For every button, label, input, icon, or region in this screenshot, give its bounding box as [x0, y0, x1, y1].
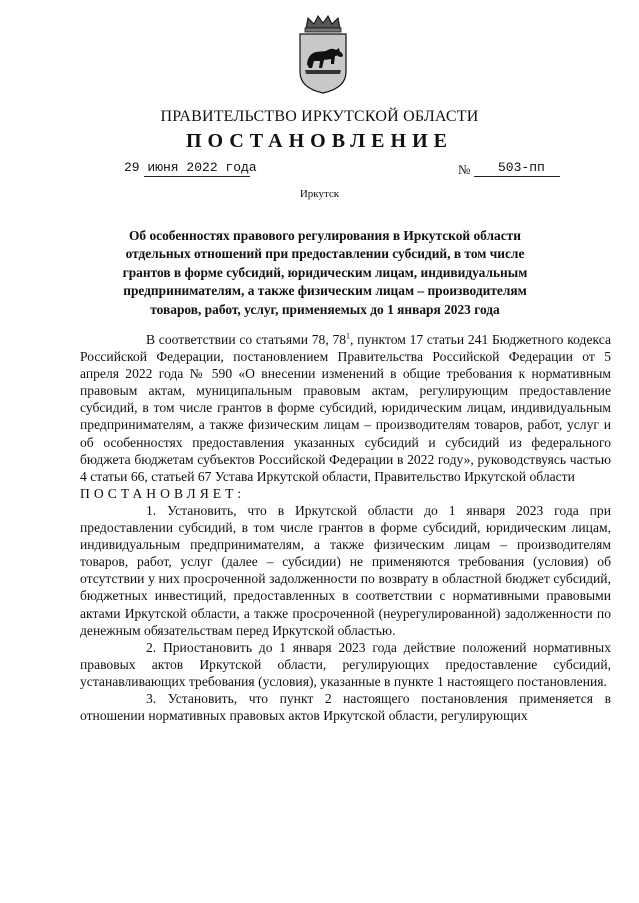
preamble-part1: В соответствии со статьями 78, 78	[146, 332, 347, 347]
document-number: 503-пп	[498, 160, 545, 175]
preamble-superscript: 1	[346, 331, 351, 341]
coat-of-arms-icon	[296, 14, 350, 94]
preamble-part2: , пунктом 17 статьи 241 Бюджетного кодекса Российской Федерации, постановлением Правительства Российской Федерации от 5 апреля 2022 года № 590 «О внесении изменений в общие требования к нормативным правовым актам, муниципальным правовым актам, регулирующим предоставление субсидий, в том числе грантов в форме субсидий, юридическим лицам, индивидуальным предпринимателям, а также физическим лицам – производителям товаров, работ, услуг и об особенностях предоставления указанных субсидий и субсидий из федерального бюджета бюджетам субъектов Российской Федерации в 2022 году», руководствуясь частью 4 статьи 66, статьей 67 Устава Иркутской области, Правительство Иркутской области	[80, 332, 611, 484]
document-title: Об особенностях правового регулирования в Иркутской области отдельных отношений при предоставлении субсидий, в том числе грантов в форме субсидий, юридическим лицам, индивидуальным предпринимателям, а также физическим лицам – производителям товаров, работ, услуг, применяемых до 1 января 2023 года	[122, 228, 528, 317]
city: Иркутск	[299, 188, 340, 200]
preamble	[80, 331, 611, 485]
document-body	[80, 331, 611, 724]
date-underline	[144, 176, 250, 177]
point-1: 1. Установить, что в Иркутской области до 1 января 2023 года при предоставлении субсидий, в том числе грантов в форме субсидий, юридическим лицам, индивидуальным предпринимателям, а также физическим лицам – производителям товаров, работ, услуг (далее – субсидии) не применяются требования (условия) об отсутствии у них просроченной задолженности по возврату в областной бюджет субсидий, бюджетных инвестиций, предоставленных в соответствии с нормативными правовыми актами Иркутской области, а также просроченной (неурегулированной) задолженности по денежным обязательствам перед Иркутской областью.	[80, 502, 611, 638]
number-underline	[474, 176, 560, 177]
document-date: 29 июня 2022 года	[124, 160, 257, 175]
resolves-heading: ПОСТАНОВЛЯЕТ:	[80, 485, 246, 501]
point-3: 3. Установить, что пункт 2 настоящего постановления применяется в отношении нормативных правовых актов Иркутской области, регулирующих	[80, 690, 611, 724]
number-sign: №	[458, 162, 471, 177]
government-name: ПРАВИТЕЛЬСТВО ИРКУТСКОЙ ОБЛАСТИ	[160, 108, 479, 125]
document-type: ПОСТАНОВЛЕНИЕ	[186, 130, 453, 152]
point-2: 2. Приостановить до 1 января 2023 года действие положений нормативных правовых актов Иркутской области, регулирующих предоставление субсидий, устанавливающих требования (условия), указанные в пункте 1 настоящего постановления.	[80, 639, 611, 689]
